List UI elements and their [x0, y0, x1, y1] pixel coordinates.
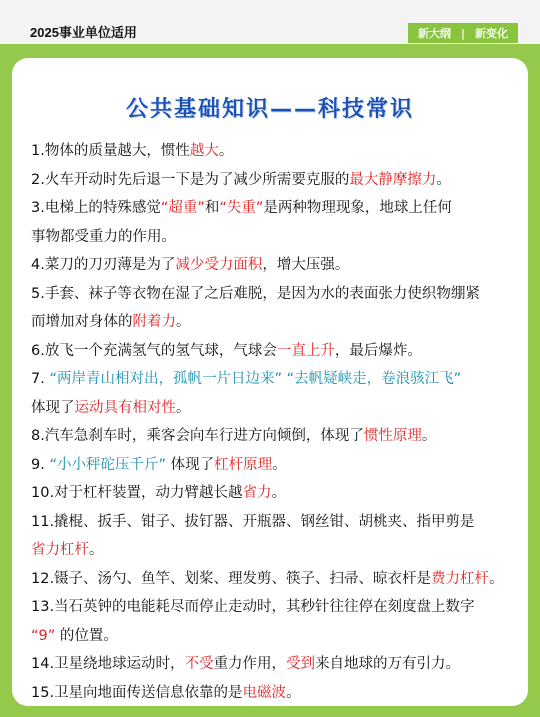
body-text: 和: [204, 200, 220, 216]
highlight-text: “失重”: [219, 200, 264, 216]
body-text: 7.: [31, 371, 50, 387]
list-item-line: [31, 423, 527, 451]
body-text: 体现了: [165, 456, 215, 473]
list-item-line: [31, 224, 527, 252]
body-text: 。: [271, 485, 287, 501]
list-item-line: [31, 452, 527, 480]
list-item: [31, 566, 527, 594]
body-text: 14.卫星绕地球运动时，: [31, 656, 185, 672]
list-item-line: [31, 680, 527, 708]
tag-new-syllabus: 新大纲: [417, 27, 451, 40]
highlight-text: “小小秤砣压千斤”: [49, 456, 166, 473]
body-text: 而增加对身体的: [31, 314, 133, 330]
body-text: ，增大压强。: [262, 257, 350, 273]
body-text: ，最后爆炸。: [334, 342, 422, 359]
body-text: 。: [286, 684, 301, 701]
body-text: 。: [421, 428, 437, 444]
green-frame: [0, 44, 540, 717]
list-item-line: [31, 138, 527, 166]
list-item-line: [31, 309, 527, 337]
tag-separator: |: [460, 26, 465, 40]
highlight-text: “两岸青山相对出，孤帆一片日边来” “去帆疑峡走，卷浪骇江飞”: [49, 371, 462, 387]
list-item-line: [31, 252, 527, 280]
highlight-text: 电磁波: [242, 684, 287, 701]
list-item-line: [31, 338, 527, 366]
brand-label: 2025事业单位适用: [30, 25, 137, 40]
body-text: 事物都受重力的作用。: [31, 228, 176, 245]
list-item: [31, 680, 527, 708]
body-text: 2.火车开动时先后退一下是为了减少所需要克服的: [31, 171, 350, 188]
list-item-line: [31, 509, 527, 537]
tag-new-changes: 新变化: [475, 27, 508, 40]
body-text: 。: [176, 399, 191, 416]
list-item: [31, 651, 527, 679]
highlight-text: 惯性原理: [363, 428, 422, 444]
list-item: [31, 594, 527, 650]
list-item-line: [31, 395, 527, 423]
list-item: [31, 423, 527, 451]
highlight-text: 杠杆原理: [214, 456, 273, 473]
body-text: 。: [89, 542, 104, 558]
body-text: 6.放飞一个充满氢气的氢气球，气球会: [31, 342, 277, 359]
list-item-line: [31, 651, 527, 679]
body-text: 11.撬棍、扳手、钳子、拔钉器、开瓶器、钢丝钳、胡桃夹、指甲剪是: [31, 513, 475, 530]
highlight-text: 附着力: [132, 314, 176, 330]
body-text: 12.镊子、汤勺、鱼竿、划桨、理发剪、筷子、扫帚、晾衣杆是: [31, 570, 432, 587]
list-item: [31, 509, 527, 565]
body-text: 9.: [31, 456, 50, 473]
list-item: [31, 252, 527, 280]
list-item-line: [31, 480, 527, 508]
body-text: 8.汽车急刹车时，乘客会向车行进方向倾倒，体现了: [31, 428, 364, 444]
list-item-line: [31, 594, 527, 622]
page-title: 公共基础知识——科技常识: [125, 97, 414, 122]
body-text: 的位置。: [55, 627, 118, 644]
highlight-text: 省力: [242, 485, 272, 501]
tag-badge: [408, 23, 518, 43]
list-item-line: [31, 281, 527, 309]
highlight-text: “9”: [31, 627, 56, 644]
body-text: 体现了: [31, 399, 75, 416]
list-item: [31, 281, 527, 337]
content-card: [12, 58, 528, 706]
list-item: [31, 338, 527, 366]
body-text: 10.对于杠杆装置，动力臂越长越: [31, 485, 243, 501]
list-item-line: [31, 566, 527, 594]
body-text: 重力作用，: [213, 656, 287, 672]
list-item: [31, 452, 527, 480]
list-item: [31, 195, 527, 251]
highlight-text: 费力杠杆: [431, 570, 490, 587]
list-item: [31, 138, 527, 166]
body-text: 。: [436, 171, 451, 188]
body-text: 4.菜刀的刀刃薄是为了: [31, 257, 176, 273]
knowledge-list: [31, 138, 527, 708]
body-text: 。: [176, 314, 191, 330]
body-text: 。: [272, 456, 287, 473]
highlight-text: “超重”: [160, 200, 205, 216]
highlight-text: 受到: [286, 656, 316, 672]
header-bar: [0, 0, 540, 44]
body-text: 是两种物理现象，地球上任何: [263, 200, 452, 216]
body-text: 15.卫星向地面传送信息依靠的是: [31, 684, 243, 701]
list-item-line: [31, 537, 527, 565]
list-item-line: [31, 623, 527, 651]
highlight-text: 省力杠杆: [31, 542, 89, 558]
highlight-text: 一直上升: [276, 342, 335, 359]
highlight-text: 减少受力面积: [175, 257, 263, 273]
body-text: 3.电梯上的特殊感觉: [31, 200, 161, 216]
body-text: 来自地球的万有引力。: [315, 656, 461, 672]
body-text: 。: [489, 570, 504, 587]
list-item: [31, 480, 527, 508]
highlight-text: 运动具有相对性: [74, 399, 176, 416]
list-item-line: [31, 366, 527, 394]
body-text: 5.手套、袜子等衣物在湿了之后难脱，是因为水的表面张力使织物绷紧: [31, 285, 480, 302]
list-item: [31, 366, 527, 422]
highlight-text: 不受: [184, 656, 214, 672]
body-text: 13.当石英钟的电能耗尽而停止走动时，其秒针往往停在刻度盘上数字: [31, 599, 475, 615]
list-item-line: [31, 167, 527, 195]
list-item-line: [31, 195, 527, 223]
list-item: [31, 167, 527, 195]
body-text: 。: [218, 143, 234, 159]
body-text: 1.物体的质量越大，惯性: [31, 143, 190, 159]
highlight-text: 越大: [189, 143, 219, 159]
highlight-text: 最大静摩擦力: [349, 171, 437, 188]
